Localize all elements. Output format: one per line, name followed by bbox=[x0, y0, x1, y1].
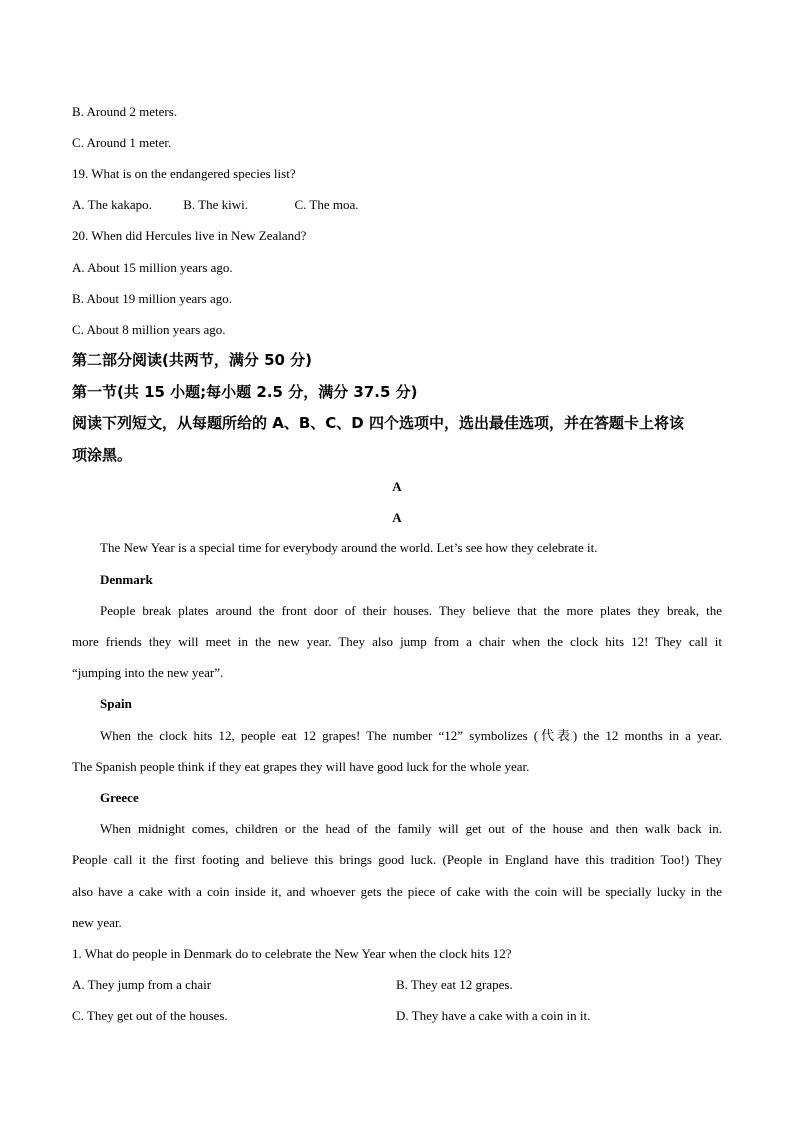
q1-option-a: A. They jump from a chair bbox=[72, 977, 212, 992]
q19-options bbox=[72, 196, 359, 214]
section-title-denmark: Denmark bbox=[100, 572, 153, 587]
q20-option-c: C. About 8 million years ago. bbox=[72, 322, 226, 337]
section-title-spain: Spain bbox=[100, 696, 132, 711]
section-heading: 第一节(共 15 小题;每小题 2.5 分，满分 37.5 分) bbox=[72, 383, 418, 401]
q19-option-c: C. The moa. bbox=[294, 197, 359, 212]
q18-option-b: B. Around 2 meters. bbox=[72, 104, 178, 119]
passage-label: A bbox=[392, 479, 402, 494]
section-title-greece: Greece bbox=[100, 790, 139, 805]
q1-option-b: B. They eat 12 grapes. bbox=[396, 977, 513, 992]
q20-option-a: A. About 15 million years ago. bbox=[72, 260, 233, 275]
q19-option-b: B. The kiwi. bbox=[183, 197, 249, 212]
q18-option-c: C. Around 1 meter. bbox=[72, 135, 172, 150]
instructions-line-2: 项涂黑。 bbox=[72, 446, 133, 464]
paragraph-line: new year. bbox=[72, 915, 122, 930]
q20-option-b: B. About 19 million years ago. bbox=[72, 291, 232, 306]
passage-intro: The New Year is a special time for everybody around the world. Let’s see how they celebrate it. bbox=[100, 540, 598, 555]
paragraph-line: “jumping into the new year”. bbox=[72, 665, 224, 680]
paragraph-line: When the clock hits 12, people eat 12 grapes! The number “12” symbolizes (代表) the 12 months in a year. bbox=[100, 728, 722, 743]
q19-question: 19. What is on the endangered species list? bbox=[72, 166, 296, 181]
q1-question: 1. What do people in Denmark do to celebrate the New Year when the clock hits 12? bbox=[72, 946, 512, 961]
passage-label: A bbox=[392, 510, 402, 525]
paragraph-line: People break plates around the front door of their houses. They believe that the more plates they break, the bbox=[100, 603, 722, 618]
q1-option-c: C. They get out of the houses. bbox=[72, 1008, 228, 1023]
paragraph-line: also have a cake with a coin inside it, and whoever gets the piece of cake with the coin will be specially lucky in the bbox=[72, 884, 722, 899]
paragraph-line: The Spanish people think if they eat grapes they will have good luck for the whole year. bbox=[72, 759, 530, 774]
q1-option-d: D. They have a cake with a coin in it. bbox=[396, 1008, 591, 1023]
q19-option-a: A. The kakapo. bbox=[72, 197, 152, 212]
part-heading: 第二部分阅读(共两节，满分 50 分) bbox=[72, 351, 313, 369]
q20-question: 20. When did Hercules live in New Zealand? bbox=[72, 228, 307, 243]
paragraph-line: When midnight comes, children or the head of the family will get out of the house and then walk back in. bbox=[100, 821, 722, 836]
paragraph-line: more friends they will meet in the new year. They also jump from a chair when the clock hits 12! They call it bbox=[72, 634, 722, 649]
paragraph-line: People call it the first footing and believe this brings good luck. (People in England have this tradition Too!) They bbox=[72, 852, 722, 867]
instructions-line-1: 阅读下列短文，从每题所给的 A、B、C、D 四个选项中，选出最佳选项，并在答题卡上将该 bbox=[72, 414, 684, 432]
